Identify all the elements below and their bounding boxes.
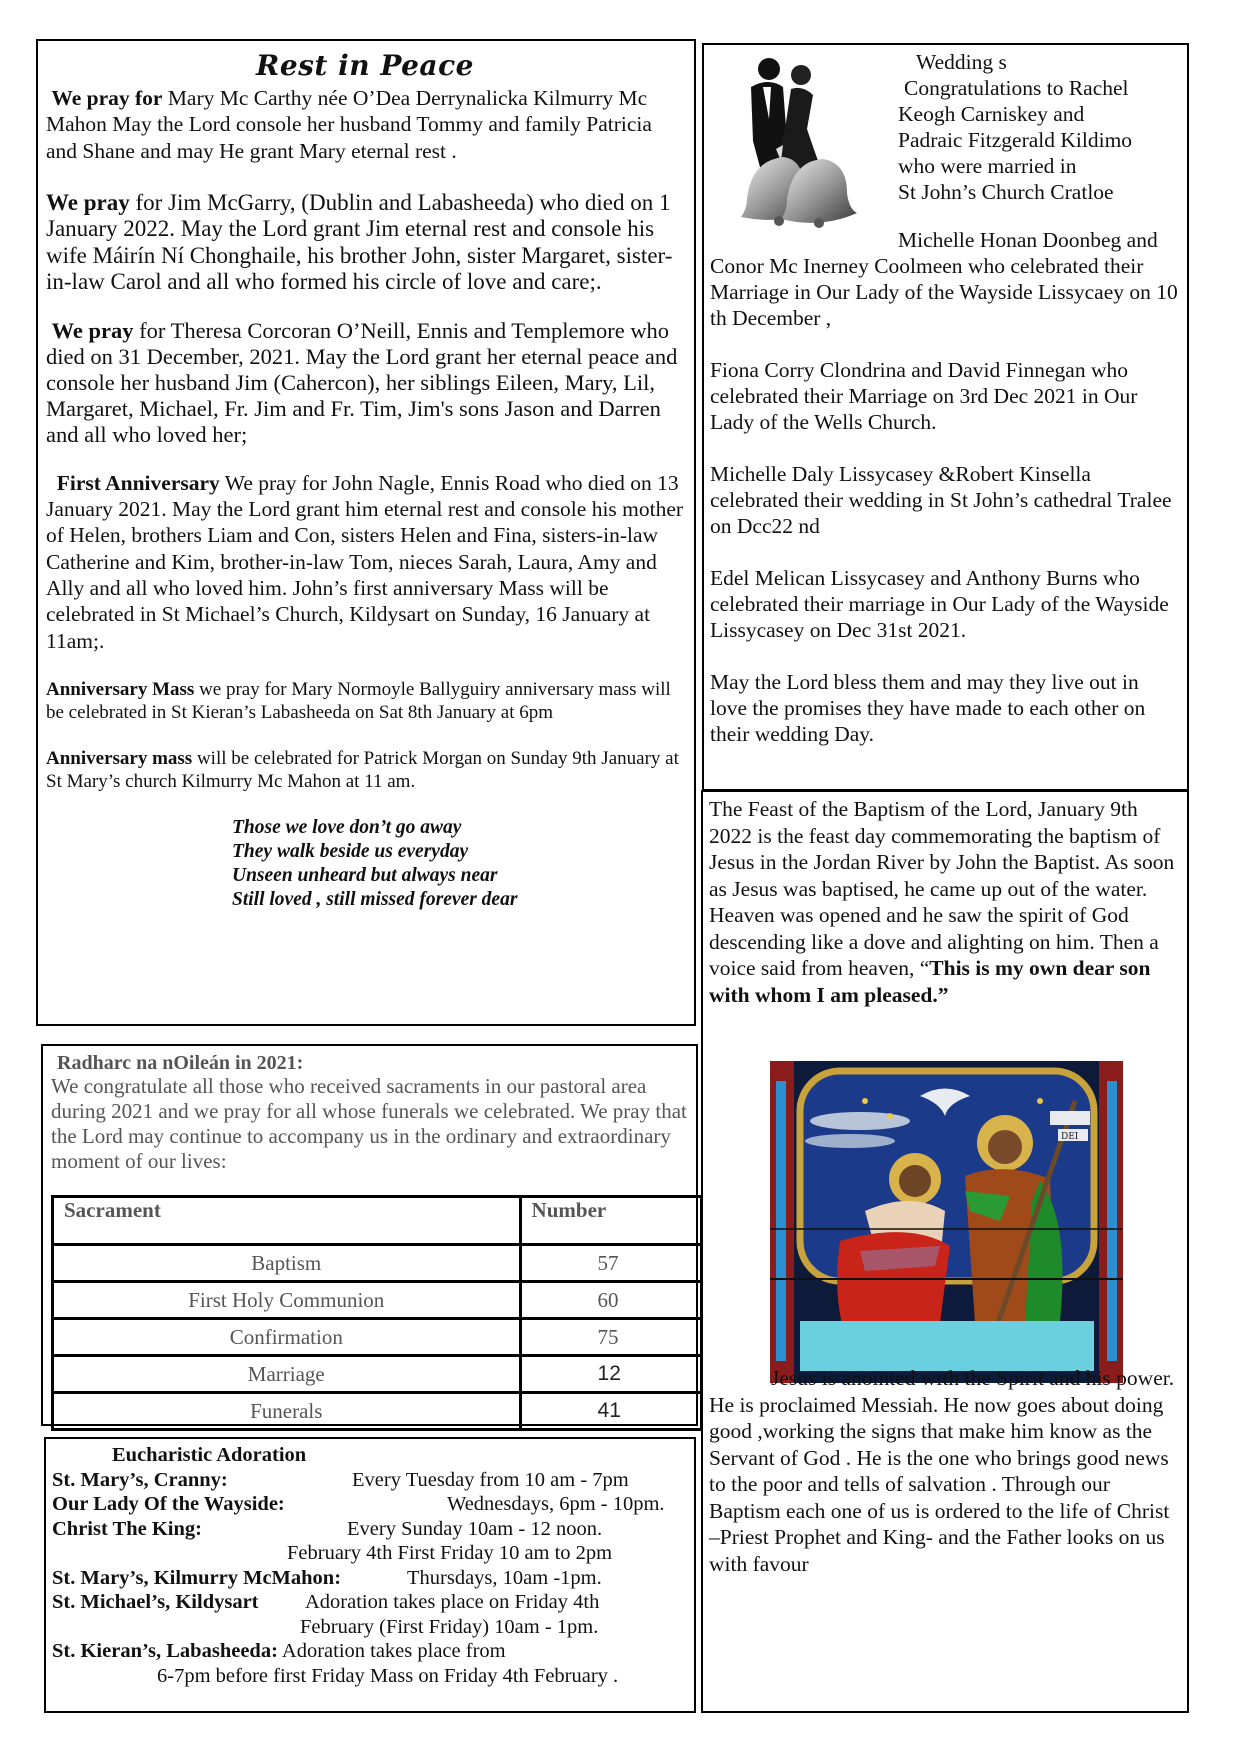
weddings-heading: Wedding s — [916, 50, 1007, 74]
entry-lead: First Anniversary — [56, 470, 220, 495]
stained-glass-baptism-icon — [770, 1061, 1123, 1383]
entry-lead: Anniversary Mass — [46, 678, 195, 700]
eucharistic-adoration-section — [44, 1437, 696, 1713]
obituary-entry — [46, 190, 684, 296]
adoration-row — [52, 1590, 688, 1615]
poem-line: They walk beside us everyday — [232, 840, 469, 862]
table-row — [53, 1356, 702, 1393]
adoration-times: Every Sunday 10am - 12 noon. — [347, 1517, 603, 1540]
radharc-heading: Radharc na nOileán in 2021: — [57, 1052, 304, 1074]
entry-lead: We pray — [46, 189, 130, 215]
entry-lead: Anniversary mass — [46, 747, 193, 769]
column-header-number: Number — [520, 1197, 701, 1245]
obituary-entry — [46, 318, 684, 448]
banner-text: DEI — [1061, 1132, 1079, 1142]
number-cell: 12 — [520, 1356, 701, 1393]
adoration-row — [52, 1566, 688, 1591]
table-row — [53, 1245, 702, 1282]
adoration-times: Adoration takes place on Friday 4th — [305, 1591, 600, 1613]
rest-in-peace-title: Rest in Peace — [256, 49, 474, 82]
entry-lead: We pray for — [51, 86, 163, 110]
adoration-times: Every Tuesday from 10 am - 7pm — [352, 1468, 629, 1491]
sacrament-cell: Confirmation — [53, 1319, 521, 1356]
sacrament-cell: Marriage — [53, 1356, 521, 1393]
sacrament-cell: First Holy Communion — [53, 1282, 521, 1319]
sacraments-table — [51, 1195, 703, 1431]
intro-line: Padraic Fitzgerald Kildimo — [898, 128, 1133, 152]
table-row — [53, 1393, 702, 1430]
adoration-times: February 4th First Friday 10 am to 2pm — [287, 1542, 613, 1564]
memorial-poem — [232, 816, 684, 912]
church-name: St. Michael’s, Kildysart — [52, 1591, 259, 1613]
number-cell: 57 — [520, 1245, 701, 1282]
wedding-entry: Michelle Honan Doonbeg and Conor Mc Inerney Coolmeen who celebrated their Marriage in Our Lady of the Wayside Lissycaey on 10 th December , — [710, 228, 1178, 330]
table-row — [53, 1282, 702, 1319]
church-name: St. Kieran’s, Labasheeda: — [52, 1640, 278, 1662]
adoration-row — [52, 1664, 688, 1689]
wedding-entry: Edel Melican Lissycasey and Anthony Burns who celebrated their marriage in Our Lady of the Wayside Lissycasey on Dec 31st 2021. — [710, 566, 1169, 642]
entry-text: for Jim McGarry, (Dublin and Labasheeda) who died on 1 January 2022. May the Lord grant Jim eternal rest and console his wife Máirín Ní Chonghaile, his brother John, sister Margaret, sister-in-law Carol and all who formed his circle of love and care;. — [46, 189, 673, 295]
adoration-row — [52, 1541, 688, 1566]
adoration-row — [52, 1517, 688, 1542]
poem-line: Unseen unheard but always near — [232, 864, 498, 886]
number-cell: 60 — [520, 1282, 701, 1319]
obituary-entry — [46, 747, 684, 794]
baptism-of-the-lord-section — [701, 790, 1189, 1713]
weddings-intro — [898, 49, 1181, 205]
entry-lead: We pray — [51, 317, 134, 343]
obituary-entry — [46, 85, 684, 164]
adoration-times: Wednesdays, 6pm - 10pm. — [447, 1493, 665, 1515]
church-name: St. Mary’s, Cranny: — [52, 1468, 228, 1491]
intro-line: St John’s Church Cratloe — [898, 180, 1114, 204]
obituary-entry — [46, 470, 684, 654]
church-name: St. Mary’s, Kilmurry McMahon: — [52, 1566, 342, 1589]
radharc-section — [41, 1044, 698, 1426]
number-cell: 75 — [520, 1319, 701, 1356]
adoration-row — [52, 1468, 688, 1493]
number-cell: 41 — [520, 1393, 701, 1430]
column-header-sacrament: Sacrament — [53, 1197, 521, 1245]
wedding-entry: Fiona Corry Clondrina and David Finnegan who celebrated their Marriage on 3rd Dec 2021 in Our Lady of the Wells Church. — [710, 358, 1138, 434]
adoration-times: February (First Friday) 10am - 1pm. — [300, 1615, 599, 1638]
intro-line: Congratulations to Rachel — [904, 76, 1129, 100]
baptism-narrative: The Feast of the Baptism of the Lord, January 9th 2022 is the feast day commemorating the baptism of Jesus in the Jordan River by John the Baptist. As soon as Jesus was baptised, he came up out of the water. Heaven was opened and he saw the spirit of God descending like a dove and alighting on him. Then a voice said from heaven, “ — [709, 797, 1175, 980]
church-name: Our Lady Of the Wayside: — [52, 1493, 285, 1515]
intro-line: Keogh Carniskey and — [898, 102, 1085, 126]
entry-text: Mary Mc Carthy née O’Dea Derrynalicka Kilmurry Mc Mahon May the Lord console her husband Tommy and family Patricia and Shane and may He grant Mary eternal rest . — [46, 86, 652, 163]
poem-line: Those we love don’t go away — [232, 816, 462, 838]
rest-in-peace-section — [36, 39, 696, 1026]
baptism-text — [709, 796, 1181, 1008]
church-name: Christ The King: — [52, 1517, 202, 1540]
adoration-row — [52, 1492, 688, 1517]
adoration-times: 6-7pm before first Friday Mass on Friday 4th February . — [157, 1664, 619, 1687]
entry-text: for Theresa Corcoran O’Neill, Ennis and Templemore who died on 31 December, 2021. May the Lord grant her eternal peace and console her husband Jim (Cahercon), her siblings Eileen, Mary, Lil, Margaret, Michael, Fr. Jim and Fr. Tim, Jim's sons Jason and Darren and all who loved her; — [46, 317, 678, 447]
weddings-section — [702, 43, 1189, 791]
baptism-reflection: Jesus is anointed with the Spirit and his power. He is proclaimed Messiah. He now goes about doing good ,working the signs that make him know as the Servant of God . He is the one who brings good news to the poor and tells of salvation . Through our Baptism each one of us is ordered to the life of Christ –Priest Prophet and King- and the Father looks on us with favour — [709, 1366, 1175, 1576]
sacrament-cell: Baptism — [53, 1245, 521, 1282]
wedding-entry: Michelle Daly Lissycasey &Robert Kinsella celebrated their wedding in St John’s cathedral Tralee on Dcc22 nd — [710, 462, 1172, 538]
table-header-row — [53, 1197, 702, 1245]
entry-text: we pray for Mary Normoyle Ballyguiry anniversary mass will be celebrated in St Kieran’s Labasheeda on Sat 8th January at 6pm — [46, 678, 671, 724]
baptism-quote: This is my own dear son with whom I am pleased.” — [709, 956, 1151, 1007]
radharc-text: We congratulate all those who received sacraments in our pastoral area during 2021 and we pray for all whose funerals we celebrated. We pray that the Lord may continue to accompany us in the ordinary and extraordinary moment of our lives: — [51, 1074, 687, 1173]
entry-text: will be celebrated for Patrick Morgan on Sunday 9th January at St Mary’s church Kilmurry Mc Mahon at 11 am. — [46, 747, 679, 793]
sacrament-cell: Funerals — [53, 1393, 521, 1430]
intro-line: who were married in — [898, 154, 1077, 178]
obituary-entry — [46, 678, 684, 725]
table-row — [53, 1319, 702, 1356]
wedding-couple-bells-icon — [721, 49, 861, 239]
adoration-row — [52, 1615, 688, 1640]
adoration-title: Eucharistic Adoration — [112, 1444, 307, 1466]
adoration-times: Adoration takes place from — [281, 1640, 506, 1662]
entry-text: We pray for John Nagle, Ennis Road who died on 13 January 2021. May the Lord grant him eternal rest and console his mother of Helen, brothers Liam and Con, sisters Helen and Fina, sisters-in-law Catherine and Kim, brother-in-law Tom, nieces Sarah, Laura, Amy and Ally and all who loved him. John’s first anniversary Mass will be celebrated in St Michael’s Church, Kildysart on Sunday, 16 January at 11am;. — [46, 470, 684, 653]
adoration-times: Thursdays, 10am -1pm. — [407, 1566, 602, 1589]
wedding-blessing: May the Lord bless them and may they live out in love the promises they have made to each other on their wedding Day. — [710, 670, 1146, 746]
adoration-row — [52, 1639, 688, 1664]
poem-line: Still loved , still missed forever dear — [232, 888, 518, 910]
